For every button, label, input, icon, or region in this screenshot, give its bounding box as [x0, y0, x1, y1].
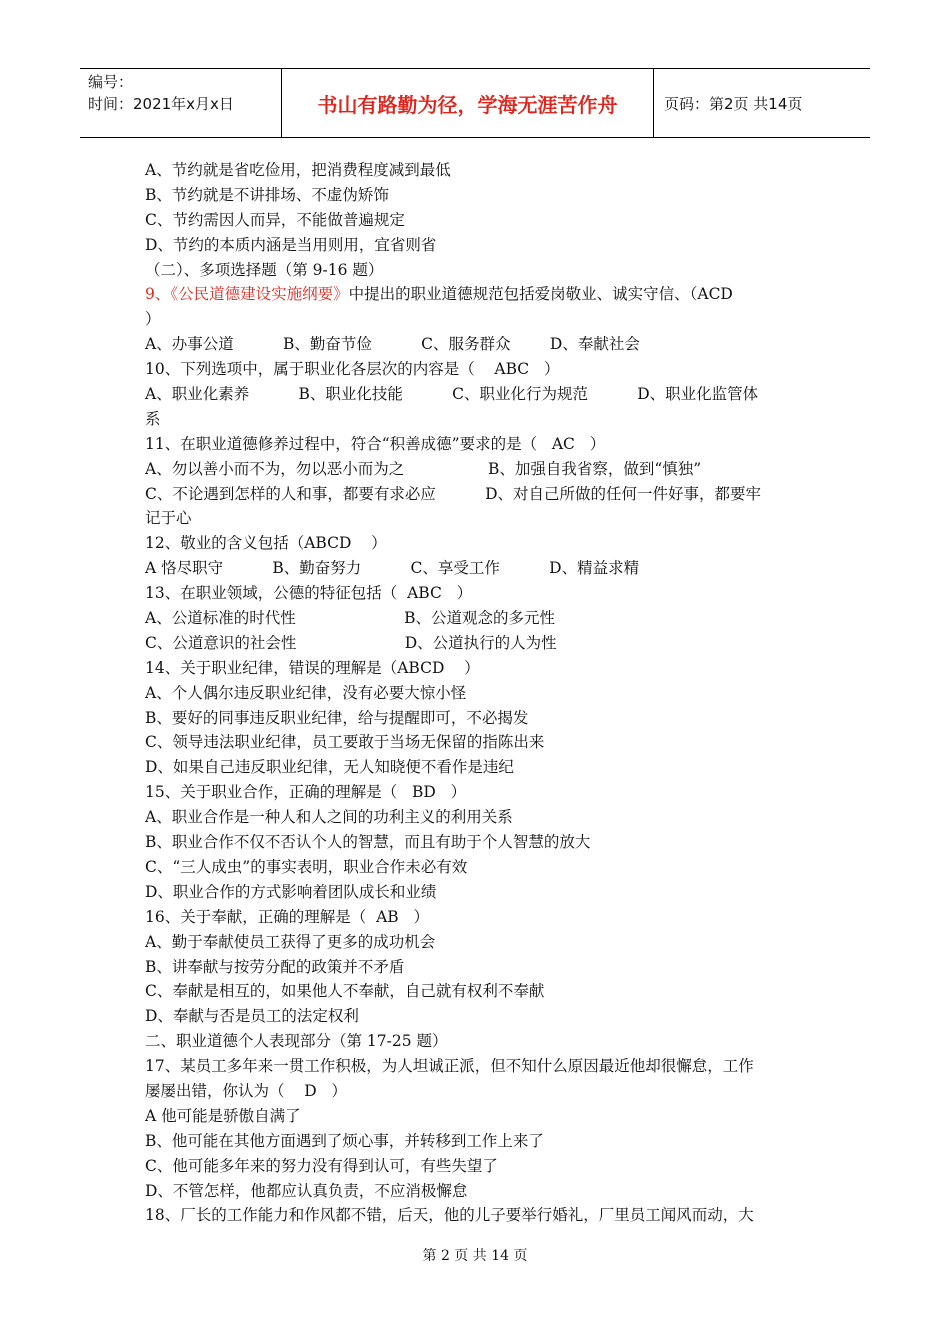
text-line: D、职业合作的方式影响着团队成长和业绩	[145, 882, 437, 901]
text-line: C、“三人成虫”的事实表明，职业合作未必有效	[145, 857, 468, 876]
text-line: 系	[145, 409, 161, 428]
document-date: 时间：2021年x月x日	[88, 95, 234, 113]
section-heading: （二）、多项选择题（第 9-16 题）	[145, 260, 384, 279]
text-line: A、办事公道 B、勤奋节俭 C、服务群众 D、奉献社会	[145, 335, 640, 354]
text-line: 13、在职业领域，公德的特征包括（ ABC ）	[145, 584, 473, 603]
text-line: A 他可能是骄傲自满了	[145, 1106, 301, 1125]
text-line: C、奉献是相互的，如果他人不奉献，自己就有权利不奉献	[145, 982, 545, 1001]
question-9-highlight: 9、《公民道德建设实施纲要》	[145, 285, 349, 304]
text-line: A、个人偶尔违反职业纪律，没有必要大惊小怪	[145, 683, 467, 702]
document-body	[145, 158, 810, 1228]
header-page-number: 页码：第2页 共14页	[664, 94, 803, 113]
text-line: D、如果自己违反职业纪律，无人知晓便不看作是违纪	[145, 758, 514, 777]
text-line: 屡屡出错，你认为（ D ）	[145, 1081, 347, 1100]
text-line: D、奉献与否是员工的法定权利	[145, 1007, 359, 1026]
text-line: A 恪尽职守 B、勤奋努力 C、享受工作 D、精益求精	[145, 559, 640, 578]
text-line: B、他可能在其他方面遇到了烦心事，并转移到工作上来了	[145, 1131, 544, 1150]
text-line: 14、关于职业纪律，错误的理解是（ABCD ）	[145, 658, 480, 677]
text-line: 11、在职业道德修养过程中，符合“积善成德”要求的是（ AC ）	[145, 434, 606, 453]
text-line: A、勤于奉献使员工获得了更多的成功机会	[145, 932, 436, 951]
text-line: 10、下列选项中，属于职业化各层次的内容是（ ABC ）	[145, 360, 560, 379]
text-line: B、要好的同事违反职业纪律，给与提醒即可，不必揭发	[145, 708, 529, 727]
text-line: 17、某员工多年来一贯工作积极，为人坦诚正派，但不知什么原因最近他却很懈怠，工作	[145, 1057, 754, 1076]
question-9	[145, 282, 810, 307]
text-line: C、他可能多年来的努力没有得到认可，有些失望了	[145, 1156, 498, 1175]
text-line: A、节约就是省吃俭用，把消费程度减到最低	[145, 161, 451, 179]
text-line: C、领导违法职业纪律，员工要敢于当场无保留的指陈出来	[145, 733, 545, 752]
text-line: 12、敬业的含义包括（ABCD ）	[145, 534, 387, 553]
text-line: 记于心	[145, 509, 192, 528]
header-meta	[80, 69, 282, 137]
question-9-text: 中提出的职业道德规范包括爱岗敬业、诚实守信、（ACD	[348, 285, 733, 304]
page-footer: 第 2 页 共 14 页	[422, 1248, 528, 1264]
page-header	[80, 68, 870, 138]
text-line: C、公道意识的社会性 D、公道执行的人为性	[145, 633, 557, 652]
section-heading: 二、职业道德个人表现部分（第 17-25 题）	[145, 1032, 448, 1051]
text-line: C、不论遇到怎样的人和事，都要有求必应 D、对自己所做的任何一件好事，都要牢	[145, 484, 762, 503]
text-line: A、勿以善小而不为，勿以恶小而为之 B、加强自我省察，做到“慎独”	[145, 459, 702, 478]
text-line: A、公道标准的时代性 B、公道观念的多元性	[145, 609, 555, 628]
text-line: 18、厂长的工作能力和作风都不错，后天，他的儿子要举行婚礼，厂里员工闻风而动，大	[145, 1206, 754, 1225]
text-line: B、职业合作不仅不否认个人的智慧，而且有助于个人智慧的放大	[145, 833, 591, 852]
text-line: ）	[145, 310, 161, 329]
text-line: D、不管怎样，他都应认真负责，不应消极懈怠	[145, 1181, 468, 1200]
text-line: 15、关于职业合作，正确的理解是（ BD ）	[145, 783, 467, 802]
text-line: C、节约需因人而异，不能做普遍规定	[145, 210, 405, 229]
text-line: D、节约的本质内涵是当用则用，宜省则省	[145, 235, 437, 254]
text-line: A、职业合作是一种人和人之间的功利主义的利用关系	[145, 808, 513, 827]
text-line: 16、关于奉献，正确的理解是（ AB ）	[145, 907, 429, 926]
text-line: B、节约就是不讲排场、不虚伪矫饰	[145, 185, 389, 204]
document-number: 编号：	[88, 73, 134, 91]
text-line: B、讲奉献与按劳分配的政策并不矛盾	[145, 957, 405, 976]
text-line: A、职业化素养 B、职业化技能 C、职业化行为规范 D、职业化监管体	[145, 385, 759, 404]
header-motto: 书山有路勤为径，学海无涯苦作舟	[282, 69, 654, 137]
